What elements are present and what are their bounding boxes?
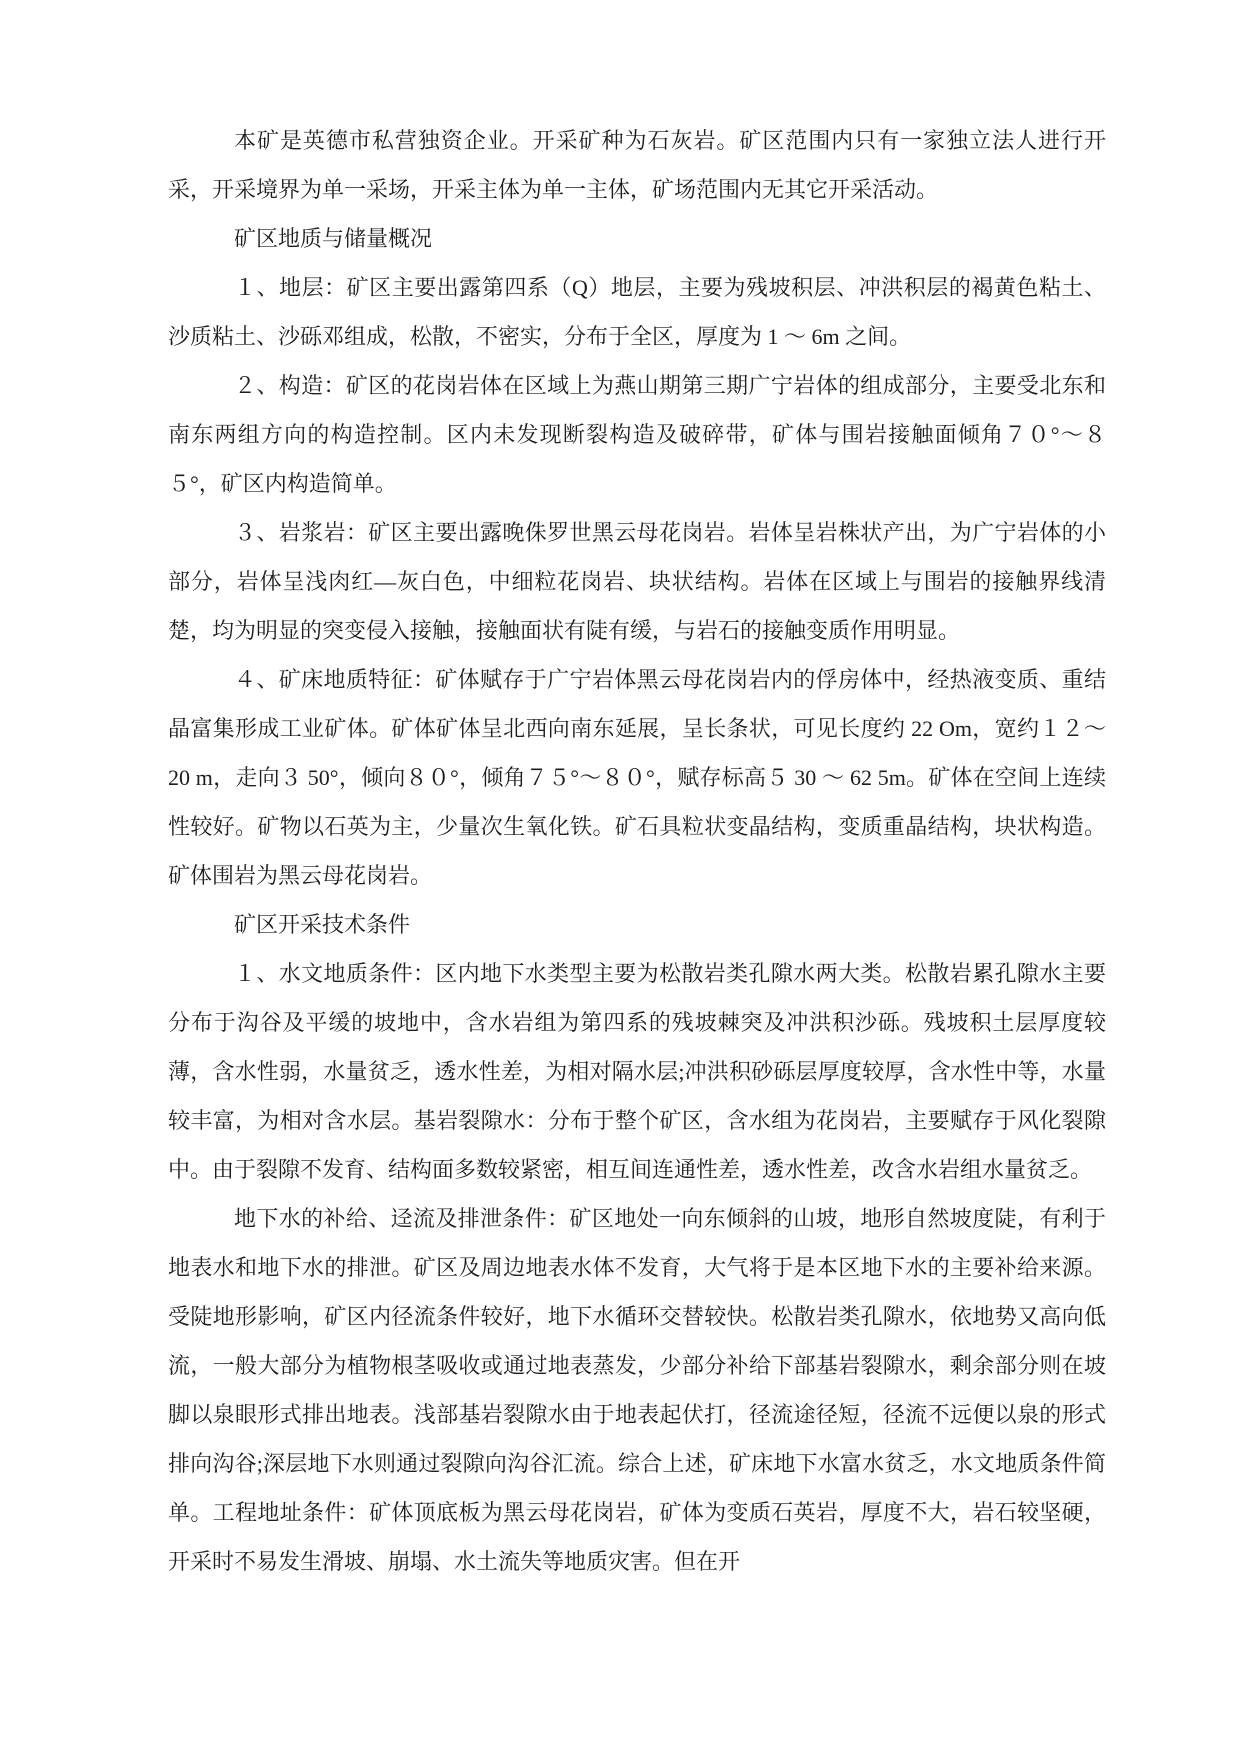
- item-4-deposit-features: ４、矿床地质特征：矿体赋存于广宁岩体黑云母花岗岩内的俘房体中，经热液变质、重结晶富集形成工业矿体。矿体矿体呈北西向南东延展，呈长条状，可见长度约 22 Om，宽约１２～ 20 m，走向３ 50°，倾向８０°，倾角７５°～８０°，赋存标高５ 30 ～ 62 5m。矿体在空间上连续性较好。矿物以石英为主，少量次生氧化铁。矿石具粒状变晶结构，变质重晶结构，块状构造。矿体围岩为黑云母花岗岩。: [168, 667, 1106, 888]
- item-2-structure: ２、构造：矿区的花岗岩体在区域上为燕山期第三期广宁岩体的组成部分，主要受北东和南东两组方向的构造控制。区内未发现断裂构造及破碎带，矿体与围岩接触面倾角７０°～８５°，矿区内构造简单。: [168, 373, 1106, 496]
- item-3-magmatic-rock: ３、岩浆岩：矿区主要出露晚侏罗世黑云母花岗岩。岩体呈岩株状产出，为广宁岩体的小部分，岩体呈浅肉红—灰白色，中细粒花岗岩、块状结构。岩体在区域上与围岩的接触界线清楚，均为明显的突变侵入接触，接触面状有陡有缓，与岩石的接触变质作用明显。: [168, 520, 1106, 643]
- heading-geology-overview: 矿区地质与储量概况: [234, 226, 433, 251]
- heading-mining-tech-conditions: 矿区开采技术条件: [234, 912, 411, 937]
- item-1-hydrogeology: １、水文地质条件：区内地下水类型主要为松散岩类孔隙水两大类。松散岩累孔隙水主要分布于沟谷及平缓的坡地中，含水岩组为第四系的残坡棘突及冲洪积沙砾。残坡积土层厚度较薄，含水性弱，水量贫乏，透水性差，为相对隔水层;冲洪积砂砾层厚度较厚，含水性中等，水量较丰富，为相对含水层。基岩裂隙水：分布于整个矿区，含水组为花岗岩，主要赋存于风化裂隙中。由于裂隙不发育、结构面多数较紧密，相互间连通性差，透水性差，改含水岩组水量贫乏。: [168, 961, 1106, 1182]
- paragraph-groundwater-conditions: 地下水的补给、迳流及排泄条件：矿区地处一向东倾斜的山坡，地形自然坡度陡，有利于地表水和地下水的排泄。矿区及周边地表水体不发育，大气将于是本区地下水的主要补给来源。受陡地形影响，矿区内径流条件较好，地下水循环交替较快。松散岩类孔隙水，依地势又高向低流，一般大部分为植物根茎吸收或通过地表蒸发，少部分补给下部基岩裂隙水，剩余部分则在坡脚以泉眼形式排出地表。浅部基岩裂隙水由于地表起伏打，径流途径短，径流不远便以泉的形式排向沟谷;深层地下水则通过裂隙向沟谷汇流。综合上述，矿床地下水富水贫乏，水文地质条件简单。工程地址条件：矿体顶底板为黑云母花岗岩，矿体为变质石英岩，厚度不大，岩石较坚硬，开采时不易发生滑坡、崩塌、水土流失等地质灾害。但在开: [168, 1206, 1106, 1574]
- item-1-strata: １、地层：矿区主要出露第四系（Q）地层，主要为残坡积层、冲洪积层的褐黄色粘土、沙质粘土、沙砾邓组成，松散，不密实，分布于全区，厚度为 1 ～ 6m 之间。: [168, 275, 1106, 349]
- paragraph-intro: 本矿是英德市私营独资企业。开采矿种为石灰岩。矿区范围内只有一家独立法人进行开采，开采境界为单一采场，开采主体为单一主体，矿场范围内无其它开采活动。: [168, 128, 1106, 202]
